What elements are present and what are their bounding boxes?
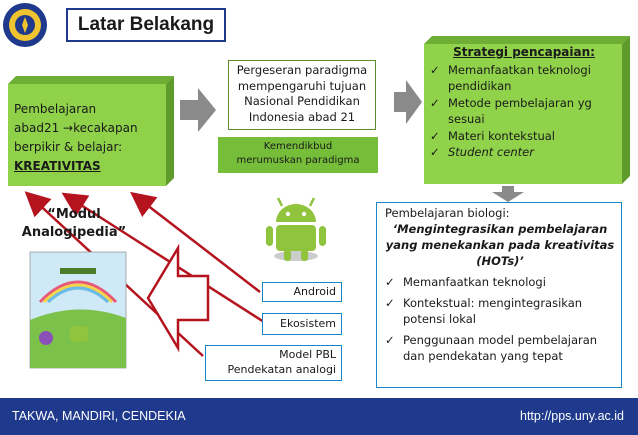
strategi-item: ✓ Student center <box>430 144 618 161</box>
modul-line1: “Modul <box>47 207 101 222</box>
biologi-quote: ‘Mengintegrasikan pembelajaran yang menekankan pada kreativitas (HOTs)’ <box>385 222 615 268</box>
kemendikbud-line: merumuskan paradigma <box>236 155 360 166</box>
hollow-left-arrow <box>148 248 208 348</box>
biologi-item: ✓ Penggunaan model pembelajaran dan pendekatan yang tepat <box>385 332 615 364</box>
strategi-item: ✓ Materi kontekstual <box>430 128 618 145</box>
biologi-item: ✓ Memanfaatkan teknologi <box>385 274 615 290</box>
kemendikbud-box <box>218 137 378 173</box>
pbl-line1: Model PBL <box>279 348 336 361</box>
arrow-right-2 <box>394 80 422 124</box>
arrow-down <box>492 186 524 202</box>
pembelajaran-line3: berpikir & belajar: <box>14 140 123 154</box>
strategi-box <box>424 44 622 184</box>
slide-title: Latar Belakang <box>66 8 226 42</box>
modul-line2: Analogipedia” <box>21 225 127 240</box>
pergeseran-line: Indonesia abad 21 <box>248 109 356 124</box>
pergeseran-line: Nasional Pendidikan <box>244 94 360 108</box>
pergeseran-line: Pergeseran paradigma <box>236 63 368 77</box>
pembelajaran-keyword: KREATIVITAS <box>14 159 101 173</box>
android-label: Android <box>262 282 342 302</box>
modul-title <box>18 206 130 246</box>
footer-motto: TAKWA, MANDIRI, CENDEKIA <box>12 409 186 423</box>
strategi-item: ✓ Memanfaatkan teknologi pendidikan <box>430 62 618 95</box>
biologi-heading: Pembelajaran biologi: <box>385 206 510 220</box>
box-top-edge <box>8 76 174 84</box>
biologi-box <box>376 202 622 388</box>
strategi-title: Strategi pencapaian: <box>453 45 595 59</box>
pergeseran-line: mempengaruhi tujuan <box>237 78 367 93</box>
android-robot-image <box>266 198 326 261</box>
arrow-right-1 <box>180 88 216 132</box>
box-side-edge <box>166 76 174 186</box>
pembelajaran-box <box>8 84 166 186</box>
ekosistem-label: Ekosistem <box>262 313 342 335</box>
pergeseran-box <box>228 60 376 130</box>
pbl-line2: Pendekatan analogi <box>227 363 336 376</box>
footer-bar <box>0 398 638 435</box>
kemendikbud-line: Kemendikbud <box>263 141 333 152</box>
pbl-label <box>205 345 342 381</box>
pembelajaran-line1: Pembelajaran <box>14 102 97 116</box>
modul-book-image <box>30 252 126 368</box>
strategi-item: ✓ Metode pembelajaran yg sesuai <box>430 95 618 128</box>
biologi-item: ✓ Kontekstual: mengintegrasikan potensi lokal <box>385 295 615 327</box>
strategi-top-edge <box>424 36 630 44</box>
strategi-side-edge <box>622 36 630 184</box>
university-logo <box>3 3 47 47</box>
footer-url[interactable]: http://pps.uny.ac.id <box>520 409 624 423</box>
pembelajaran-line2: abad21 →kecakapan <box>14 121 138 135</box>
